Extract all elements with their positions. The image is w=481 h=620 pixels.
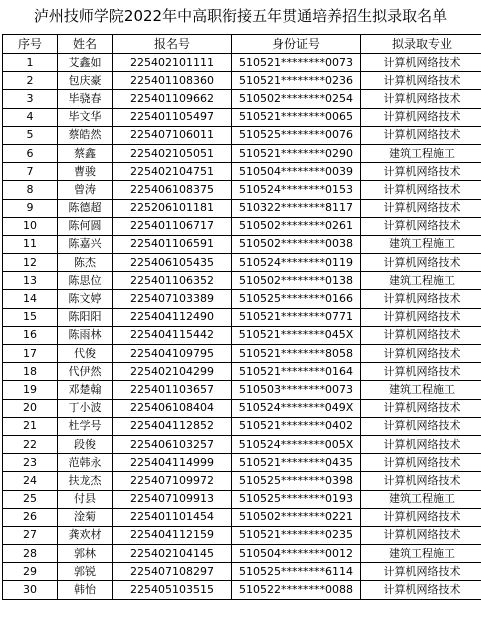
student-name-cell: 龚欢材 [58, 526, 113, 544]
major-cell: 计算机网络技术 [361, 581, 481, 599]
id-number-cell: 510524********005X [232, 435, 361, 453]
table-row [3, 144, 481, 162]
major-cell: 计算机网络技术 [361, 363, 481, 381]
major-cell: 计算机网络技术 [361, 54, 481, 72]
student-name-cell: 范韩永 [58, 454, 113, 472]
student-name-cell: 艾鑫如 [58, 54, 113, 72]
id-number-cell: 510521********0235 [232, 526, 361, 544]
major-cell: 计算机网络技术 [361, 472, 481, 490]
id-number-cell: 510521********8058 [232, 345, 361, 363]
id-number-cell: 510521********0435 [232, 454, 361, 472]
student-name-cell: 陈嘉兴 [58, 235, 113, 253]
student-name-cell: 毕文华 [58, 108, 113, 126]
table-row [3, 545, 481, 563]
row-index-cell: 25 [3, 490, 58, 508]
registration-number-cell: 225401106591 [113, 235, 232, 253]
row-index-cell: 13 [3, 272, 58, 290]
id-number-cell: 510525********6114 [232, 563, 361, 581]
header-major: 拟录取专业 [361, 35, 481, 54]
row-index-cell: 3 [3, 90, 58, 108]
id-number-cell: 510502********0138 [232, 272, 361, 290]
table-row [3, 345, 481, 363]
table-row [3, 381, 481, 399]
major-cell: 计算机网络技术 [361, 454, 481, 472]
admission-table [2, 34, 481, 600]
table-row [3, 363, 481, 381]
id-number-cell: 510502********0038 [232, 235, 361, 253]
row-index-cell: 20 [3, 399, 58, 417]
id-number-cell: 510502********0261 [232, 217, 361, 235]
student-name-cell: 代俊 [58, 345, 113, 363]
table-row [3, 290, 481, 308]
registration-number-cell: 225406105435 [113, 254, 232, 272]
student-name-cell: 代伊然 [58, 363, 113, 381]
table-row [3, 72, 481, 90]
student-name-cell: 陈德超 [58, 199, 113, 217]
id-number-cell: 510521********0236 [232, 72, 361, 90]
table-row [3, 435, 481, 453]
row-index-cell: 24 [3, 472, 58, 490]
registration-number-cell: 225407108297 [113, 563, 232, 581]
student-name-cell: 付县 [58, 490, 113, 508]
id-number-cell: 510521********0402 [232, 417, 361, 435]
student-name-cell: 段俊 [58, 435, 113, 453]
header-name: 姓名 [58, 35, 113, 54]
id-number-cell: 510521********0771 [232, 308, 361, 326]
id-number-cell: 510525********0166 [232, 290, 361, 308]
student-name-cell: 陈思位 [58, 272, 113, 290]
table-row [3, 235, 481, 253]
major-cell: 计算机网络技术 [361, 563, 481, 581]
student-name-cell: 陈杰 [58, 254, 113, 272]
registration-number-cell: 225402105051 [113, 144, 232, 162]
student-name-cell: 陈何圆 [58, 217, 113, 235]
student-name-cell: 曹骏 [58, 163, 113, 181]
registration-number-cell: 225401106717 [113, 217, 232, 235]
row-index-cell: 2 [3, 72, 58, 90]
major-cell: 建筑工程施工 [361, 545, 481, 563]
row-index-cell: 15 [3, 308, 58, 326]
id-number-cell: 510525********0193 [232, 490, 361, 508]
registration-number-cell: 225401103657 [113, 381, 232, 399]
table-row [3, 181, 481, 199]
row-index-cell: 30 [3, 581, 58, 599]
table-row [3, 163, 481, 181]
student-name-cell: 淦菊 [58, 508, 113, 526]
row-index-cell: 12 [3, 254, 58, 272]
table-row [3, 308, 481, 326]
student-name-cell: 郭林 [58, 545, 113, 563]
id-number-cell: 510522********0088 [232, 581, 361, 599]
table-row [3, 326, 481, 344]
registration-number-cell: 225406108404 [113, 399, 232, 417]
page-title: 泸州技师学院2022年中高职衔接五年贯通培养招生拟录取名单 [33, 7, 448, 25]
id-number-cell: 510502********0221 [232, 508, 361, 526]
row-index-cell: 14 [3, 290, 58, 308]
registration-number-cell: 225404109795 [113, 345, 232, 363]
registration-number-cell: 225404114999 [113, 454, 232, 472]
registration-number-cell: 225407109913 [113, 490, 232, 508]
major-cell: 计算机网络技术 [361, 526, 481, 544]
major-cell: 计算机网络技术 [361, 308, 481, 326]
id-number-cell: 510521********0164 [232, 363, 361, 381]
id-number-cell: 510504********0039 [232, 163, 361, 181]
id-number-cell: 510524********0153 [232, 181, 361, 199]
major-cell: 建筑工程施工 [361, 144, 481, 162]
major-cell: 计算机网络技术 [361, 435, 481, 453]
major-cell: 计算机网络技术 [361, 290, 481, 308]
row-index-cell: 22 [3, 435, 58, 453]
registration-number-cell: 225402104145 [113, 545, 232, 563]
row-index-cell: 19 [3, 381, 58, 399]
table-row [3, 581, 481, 599]
registration-number-cell: 225402104299 [113, 363, 232, 381]
major-cell: 计算机网络技术 [361, 254, 481, 272]
major-cell: 计算机网络技术 [361, 326, 481, 344]
row-index-cell: 6 [3, 144, 58, 162]
id-number-cell: 510504********0012 [232, 545, 361, 563]
row-index-cell: 5 [3, 126, 58, 144]
id-number-cell: 510524********049X [232, 399, 361, 417]
student-name-cell: 扶龙杰 [58, 472, 113, 490]
id-number-cell: 510521********0290 [232, 144, 361, 162]
table-row [3, 526, 481, 544]
header-id-number: 身份证号 [232, 35, 361, 54]
id-number-cell: 510521********0073 [232, 54, 361, 72]
registration-number-cell: 225401105497 [113, 108, 232, 126]
major-cell: 计算机网络技术 [361, 199, 481, 217]
registration-number-cell: 225404112159 [113, 526, 232, 544]
header-index: 序号 [3, 35, 58, 54]
table-row [3, 272, 481, 290]
major-cell: 计算机网络技术 [361, 508, 481, 526]
row-index-cell: 27 [3, 526, 58, 544]
student-name-cell: 郭锐 [58, 563, 113, 581]
registration-number-cell: 225405103515 [113, 581, 232, 599]
table-row [3, 472, 481, 490]
student-name-cell: 蔡鑫 [58, 144, 113, 162]
student-name-cell: 丁小波 [58, 399, 113, 417]
major-cell: 计算机网络技术 [361, 181, 481, 199]
student-name-cell: 邓楚翰 [58, 381, 113, 399]
student-name-cell: 陈阳阳 [58, 308, 113, 326]
id-number-cell: 510521********045X [232, 326, 361, 344]
registration-number-cell: 225401109662 [113, 90, 232, 108]
row-index-cell: 18 [3, 363, 58, 381]
student-name-cell: 毕骁春 [58, 90, 113, 108]
id-number-cell: 510322********8117 [232, 199, 361, 217]
registration-number-cell: 225406103257 [113, 435, 232, 453]
major-cell: 计算机网络技术 [361, 345, 481, 363]
row-index-cell: 9 [3, 199, 58, 217]
row-index-cell: 23 [3, 454, 58, 472]
table-body [3, 54, 481, 600]
student-name-cell: 包庆豪 [58, 72, 113, 90]
row-index-cell: 29 [3, 563, 58, 581]
major-cell: 计算机网络技术 [361, 417, 481, 435]
major-cell: 计算机网络技术 [361, 399, 481, 417]
registration-number-cell: 225407103389 [113, 290, 232, 308]
table-row [3, 563, 481, 581]
id-number-cell: 510521********0065 [232, 108, 361, 126]
major-cell: 计算机网络技术 [361, 217, 481, 235]
registration-number-cell: 225407109972 [113, 472, 232, 490]
registration-number-cell: 225402104751 [113, 163, 232, 181]
row-index-cell: 1 [3, 54, 58, 72]
row-index-cell: 11 [3, 235, 58, 253]
major-cell: 计算机网络技术 [361, 72, 481, 90]
table-header-row [3, 35, 481, 54]
major-cell: 计算机网络技术 [361, 90, 481, 108]
major-cell: 计算机网络技术 [361, 163, 481, 181]
table-row [3, 199, 481, 217]
row-index-cell: 8 [3, 181, 58, 199]
table-row [3, 126, 481, 144]
id-number-cell: 510525********0076 [232, 126, 361, 144]
registration-number-cell: 225206101181 [113, 199, 232, 217]
major-cell: 计算机网络技术 [361, 108, 481, 126]
student-name-cell: 陈雨林 [58, 326, 113, 344]
major-cell: 计算机网络技术 [361, 126, 481, 144]
row-index-cell: 10 [3, 217, 58, 235]
table-row [3, 254, 481, 272]
student-name-cell: 曾涛 [58, 181, 113, 199]
row-index-cell: 26 [3, 508, 58, 526]
id-number-cell: 510525********0398 [232, 472, 361, 490]
registration-number-cell: 225406108375 [113, 181, 232, 199]
row-index-cell: 17 [3, 345, 58, 363]
registration-number-cell: 225404115442 [113, 326, 232, 344]
id-number-cell: 510503********0073 [232, 381, 361, 399]
row-index-cell: 28 [3, 545, 58, 563]
registration-number-cell: 225401106352 [113, 272, 232, 290]
header-registration-number: 报名号 [113, 35, 232, 54]
registration-number-cell: 225404112852 [113, 417, 232, 435]
student-name-cell: 蔡皓然 [58, 126, 113, 144]
row-index-cell: 21 [3, 417, 58, 435]
student-name-cell: 杜学号 [58, 417, 113, 435]
major-cell: 建筑工程施工 [361, 272, 481, 290]
major-cell: 建筑工程施工 [361, 235, 481, 253]
id-number-cell: 510502********0254 [232, 90, 361, 108]
registration-number-cell: 225401108360 [113, 72, 232, 90]
registration-number-cell: 225407106011 [113, 126, 232, 144]
table-row [3, 90, 481, 108]
table-row [3, 490, 481, 508]
table-row [3, 454, 481, 472]
row-index-cell: 16 [3, 326, 58, 344]
registration-number-cell: 225401101454 [113, 508, 232, 526]
student-name-cell: 陈文婷 [58, 290, 113, 308]
table-row [3, 54, 481, 72]
table-row [3, 108, 481, 126]
table-row [3, 217, 481, 235]
table-row [3, 508, 481, 526]
major-cell: 建筑工程施工 [361, 490, 481, 508]
table-row [3, 417, 481, 435]
table-row [3, 399, 481, 417]
id-number-cell: 510524********0119 [232, 254, 361, 272]
registration-number-cell: 225404112490 [113, 308, 232, 326]
row-index-cell: 7 [3, 163, 58, 181]
registration-number-cell: 225402101111 [113, 54, 232, 72]
row-index-cell: 4 [3, 108, 58, 126]
major-cell: 建筑工程施工 [361, 381, 481, 399]
student-name-cell: 韩怡 [58, 581, 113, 599]
